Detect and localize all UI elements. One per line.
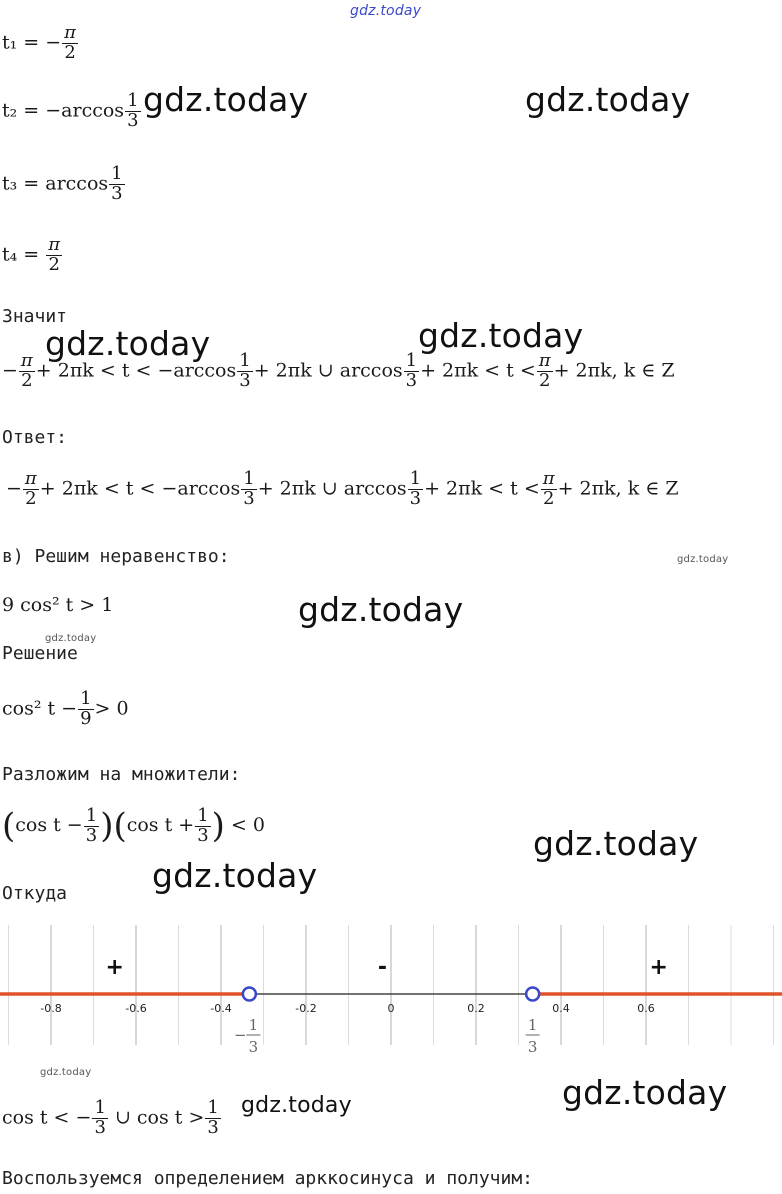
point-label-denominator: 3 bbox=[527, 1038, 538, 1056]
tick-label: 0 bbox=[387, 1002, 395, 1015]
sign-marker: + bbox=[105, 955, 124, 980]
point-label bbox=[234, 1016, 260, 1056]
root-t3: t₃ = arccos $\frac{1}{3}$ bbox=[2, 163, 123, 204]
tick-label: 0.4 bbox=[552, 1002, 570, 1015]
watermark: gdz.today bbox=[241, 1093, 352, 1118]
sign-marker: - bbox=[377, 955, 388, 980]
point-label-numerator: 1 bbox=[248, 1016, 259, 1034]
inequality-thus: − $\frac{\pi}{2}$ + 2πk < t < −arccos $\frac{1}{3}$ + 2πk ∪ arccos $\frac{1}{3}$ + 2πk < t < $\frac{\pi}{2}$ + 2πk, k ∈ Z bbox=[2, 350, 675, 391]
tick-label: -0.4 bbox=[210, 1002, 232, 1015]
watermark: gdz.today bbox=[418, 316, 584, 355]
watermark-small: gdz.today bbox=[677, 554, 729, 565]
label-factor: Разложим на множители: bbox=[2, 764, 241, 785]
point-label-denominator: 3 bbox=[248, 1038, 259, 1056]
point-label-minus: − bbox=[234, 1026, 247, 1044]
watermark: gdz.today bbox=[533, 824, 699, 863]
inequality-answer: − $\frac{\pi}{2}$ + 2πk < t < −arccos $\frac{1}{3}$ + 2πk ∪ arccos $\frac{1}{3}$ + 2πk < t < $\frac{\pi}{2}$ + 2πk, k ∈ Z bbox=[6, 468, 679, 509]
watermark-small: gdz.today bbox=[40, 1067, 92, 1078]
step-cos-squared: cos² t − $\frac{1}{9}$ > 0 bbox=[2, 688, 129, 729]
watermark: gdz.today bbox=[45, 324, 211, 363]
root-t1: t₁ = − $\frac{\pi}{2}$ bbox=[2, 22, 77, 63]
watermark-top: gdz.today bbox=[350, 3, 422, 19]
open-point bbox=[243, 988, 256, 1001]
label-part-v: в) Решим неравенство: bbox=[2, 546, 230, 567]
tick-label: -0.2 bbox=[295, 1002, 317, 1015]
point-label-numerator: 1 bbox=[527, 1016, 538, 1034]
label-answer: Ответ: bbox=[2, 427, 68, 448]
tick-label: 0.6 bbox=[637, 1002, 655, 1015]
root-t4: t₄ = $\frac{\pi}{2}$ bbox=[2, 234, 61, 275]
root-t2: t₂ = −arccos $\frac{1}{3}$ bbox=[2, 90, 139, 131]
tick-label: 0.2 bbox=[467, 1002, 485, 1015]
label-thus: Значит bbox=[2, 306, 68, 327]
watermark: gdz.today bbox=[298, 590, 464, 629]
label-solution: Решение bbox=[2, 643, 78, 664]
result-cos: cos t < − $\frac{1}{3}$ ∪ cos t > $\frac{1}{3}$ bbox=[2, 1097, 219, 1138]
sign-marker: + bbox=[649, 955, 668, 980]
point-label bbox=[526, 1016, 540, 1056]
label-whence: Откуда bbox=[2, 883, 68, 904]
factorization: (cos t − $\frac{1}{3}$ )(cos t + $\frac{1}{3}$ ) < 0 bbox=[2, 804, 266, 846]
inequality-part-v: 9 cos² t > 1 bbox=[2, 594, 114, 616]
watermark: gdz.today bbox=[152, 856, 318, 895]
label-final: Воспользуемся определением арккосинуса и получим: bbox=[2, 1168, 534, 1189]
number-line-chart bbox=[0, 925, 782, 1056]
watermark-small: gdz.today bbox=[45, 633, 97, 644]
open-point bbox=[526, 988, 539, 1001]
watermark: gdz.today bbox=[525, 80, 691, 119]
tick-label: -0.8 bbox=[40, 1002, 62, 1015]
watermark: gdz.today bbox=[562, 1073, 728, 1112]
tick-label: -0.6 bbox=[125, 1002, 147, 1015]
watermark: gdz.today bbox=[143, 80, 309, 119]
